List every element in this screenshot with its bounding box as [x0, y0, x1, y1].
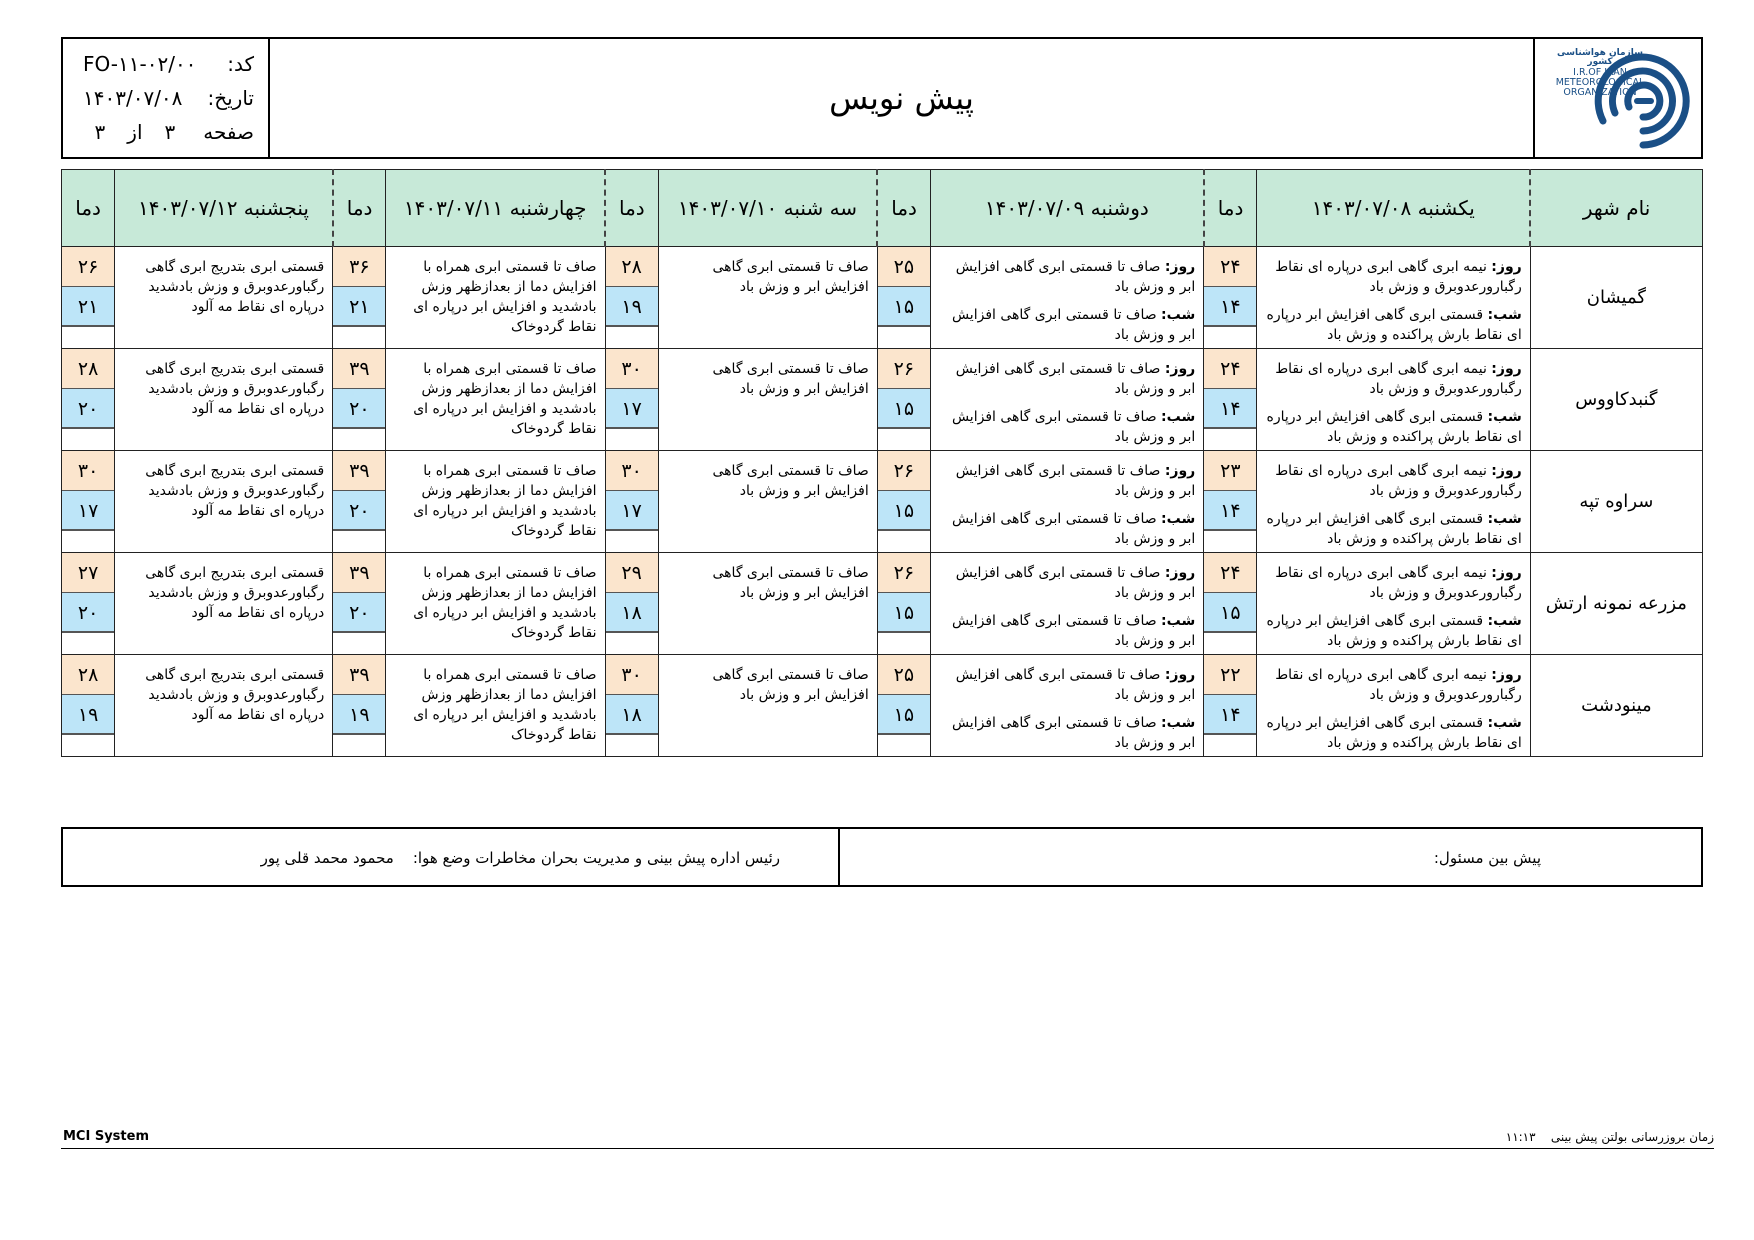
min-temp: ۱۴ [1204, 695, 1256, 735]
meteorological-logo-icon [1593, 51, 1693, 151]
max-temp: ۲۳ [1204, 451, 1256, 491]
day-text: نیمه ابری گاهی ابری درپاره ای نقاط رگبارورعدوبرق و وزش باد [1275, 361, 1522, 397]
temp-header: دما [877, 170, 930, 247]
max-temp: ۲۲ [1204, 655, 1256, 695]
temperature-cell [877, 655, 930, 757]
forecast-text [115, 349, 333, 451]
forecast-description: قسمتی ابری بتدریج ابری گاهی رگباورعدوبرق و وزش بادشدید درپاره ای نقاط مه آلود [145, 361, 325, 417]
forecast-description: صاف تا قسمتی ابری همراه با افزایش دما از بعدازظهر وزش بادشدید و افزایش ابر درپاره ای نقاط گردوخاک [413, 361, 597, 437]
forecast-text [658, 655, 877, 757]
forecaster-label: پیش بین مسئول: [1433, 849, 1541, 867]
logo-line-1: I.R.OF IRAN [1573, 66, 1627, 78]
min-temp: ۲۰ [333, 389, 385, 429]
night-label: شب: [1161, 307, 1196, 323]
head-label: رئیس اداره پیش بینی و مدیریت بحران مخاطرات وضع هوا: [412, 849, 780, 867]
min-temp: ۱۵ [878, 389, 930, 429]
min-temp: ۲۰ [62, 389, 114, 429]
temperature-cell [605, 247, 658, 349]
max-temp: ۳۰ [606, 451, 658, 491]
temperature-cell [62, 655, 115, 757]
temperature-cell [1204, 349, 1257, 451]
code-label: کد: [227, 52, 254, 76]
max-temp: ۳۹ [333, 349, 385, 389]
day-text: نیمه ابری گاهی ابری درپاره ای نقاط رگبارورعدوبرق و وزش باد [1275, 259, 1522, 295]
min-temp: ۱۷ [62, 491, 114, 531]
forecast-text [930, 655, 1203, 757]
min-temp: ۱۵ [878, 491, 930, 531]
night-text: صاف تا قسمتی ابری گاهی افزایش ابر و وزش باد [951, 511, 1196, 547]
date-row [83, 81, 254, 115]
update-value: ۱۱:۱۳ [1505, 1130, 1536, 1144]
day-forecast [1265, 563, 1521, 603]
temp-header: دما [605, 170, 658, 247]
temperature-cell [1204, 655, 1257, 757]
page-title: پیش نویس [829, 79, 974, 117]
forecast-text [115, 553, 333, 655]
temperature-cell [62, 451, 115, 553]
max-temp: ۲۴ [1204, 553, 1256, 593]
forecast-table [61, 169, 1703, 757]
night-label: شب: [1161, 511, 1196, 527]
forecast-description: صاف تا قسمتی ابری گاهی افزایش ابر و وزش باد [712, 361, 869, 397]
forecast-text [658, 247, 877, 349]
forecast-text [1257, 451, 1530, 553]
day-forecast [939, 359, 1195, 399]
day-forecast [939, 257, 1195, 297]
forecast-description: صاف تا قسمتی ابری گاهی افزایش ابر و وزش باد [712, 667, 869, 703]
forecast-text [386, 655, 605, 757]
forecast-text [930, 349, 1203, 451]
min-temp: ۲۰ [333, 491, 385, 531]
page-of: از [127, 120, 143, 144]
logo-line-3: ORGANIZATION [1563, 86, 1637, 98]
min-temp: ۱۸ [606, 593, 658, 633]
city-name: مینودشت [1530, 655, 1702, 757]
update-time [1506, 1130, 1714, 1144]
forecast-text [658, 451, 877, 553]
night-forecast [939, 407, 1195, 447]
forecast-description: صاف تا قسمتی ابری همراه با افزایش دما از بعدازظهر وزش بادشدید و افزایش ابر درپاره ای نقاط گردوخاک [413, 565, 597, 641]
temperature-cell [877, 553, 930, 655]
code-value: FO-۱۱-۰۲/۰۰ [83, 52, 197, 76]
day-label: روز: [1491, 463, 1522, 479]
forecast-description: صاف تا قسمتی ابری همراه با افزایش دما از بعدازظهر وزش بادشدید و افزایش ابر درپاره ای نقاط گردوخاک [413, 667, 597, 743]
document-header [61, 37, 1703, 159]
update-label: زمان بروزرسانی بولتن پیش بینی [1550, 1130, 1714, 1144]
day-forecast [939, 563, 1195, 603]
temperature-cell [605, 451, 658, 553]
min-temp: ۱۷ [606, 389, 658, 429]
day-text: صاف تا قسمتی ابری گاهی افزایش ابر و وزش باد [955, 361, 1196, 397]
max-temp: ۳۹ [333, 553, 385, 593]
table-header-row [62, 170, 1703, 247]
max-temp: ۲۶ [878, 553, 930, 593]
forecast-text [1257, 349, 1530, 451]
table-row [62, 553, 1703, 655]
day-text: نیمه ابری گاهی ابری درپاره ای نقاط رگبارورعدوبرق و وزش باد [1275, 565, 1522, 601]
table-row [62, 247, 1703, 349]
night-label: شب: [1161, 613, 1196, 629]
temp-header: دما [62, 170, 115, 247]
forecast-description: قسمتی ابری بتدریج ابری گاهی رگباورعدوبرق و وزش بادشدید درپاره ای نقاط مه آلود [145, 259, 325, 315]
min-temp: ۲۱ [333, 287, 385, 327]
temperature-cell [1204, 451, 1257, 553]
day-text: صاف تا قسمتی ابری گاهی افزایش ابر و وزش باد [955, 463, 1196, 499]
night-forecast [1265, 305, 1521, 345]
logo-persian-name: سازمان هواشناسی کشور [1556, 48, 1643, 68]
day-header-4: پنجشنبه ۱۴۰۳/۰۷/۱۲ [115, 170, 333, 247]
forecast-description: قسمتی ابری بتدریج ابری گاهی رگباورعدوبرق و وزش بادشدید درپاره ای نقاط مه آلود [145, 667, 325, 723]
night-forecast [1265, 611, 1521, 651]
min-temp: ۱۹ [333, 695, 385, 735]
forecast-text [930, 553, 1203, 655]
temperature-cell [605, 349, 658, 451]
night-text: صاف تا قسمتی ابری گاهی افزایش ابر و وزش باد [951, 307, 1196, 343]
night-label: شب: [1161, 715, 1196, 731]
night-label: شب: [1487, 715, 1522, 731]
night-forecast [1265, 407, 1521, 447]
signature-box [61, 827, 1703, 887]
night-forecast [939, 509, 1195, 549]
forecast-description: صاف تا قسمتی ابری همراه با افزایش دما از بعدازظهر وزش بادشدید و افزایش ابر درپاره ای نقاط گردوخاک [413, 463, 597, 539]
min-temp: ۱۵ [1204, 593, 1256, 633]
day-forecast [939, 461, 1195, 501]
temperature-cell [1204, 553, 1257, 655]
forecast-text [386, 247, 605, 349]
day-label: روز: [1164, 361, 1196, 377]
footer-rule [61, 1148, 1714, 1149]
day-text: نیمه ابری گاهی ابری درپاره ای نقاط رگبارورعدوبرق و وزش باد [1275, 667, 1522, 703]
signature-left-cell [63, 829, 840, 885]
night-forecast [939, 713, 1195, 753]
table-row [62, 451, 1703, 553]
forecast-text [115, 451, 333, 553]
temperature-cell [877, 349, 930, 451]
min-temp: ۲۰ [62, 593, 114, 633]
max-temp: ۳۹ [333, 451, 385, 491]
day-label: روز: [1164, 259, 1196, 275]
table-row [62, 655, 1703, 757]
forecast-text [115, 247, 333, 349]
temperature-cell [1204, 247, 1257, 349]
night-text: صاف تا قسمتی ابری گاهی افزایش ابر و وزش باد [951, 409, 1196, 445]
max-temp: ۲۶ [878, 349, 930, 389]
night-label: شب: [1487, 307, 1522, 323]
head-of-forecasting [261, 849, 780, 867]
forecast-text [930, 247, 1203, 349]
forecast-text [1257, 247, 1530, 349]
temperature-cell [333, 553, 386, 655]
max-temp: ۳۰ [62, 451, 114, 491]
night-text: قسمتی ابری گاهی افزایش ابر درپاره ای نقاط بارش پراکنده و وزش باد [1266, 511, 1522, 547]
code-row [83, 47, 254, 81]
forecast-description: قسمتی ابری بتدریج ابری گاهی رگباورعدوبرق و وزش بادشدید درپاره ای نقاط مه آلود [145, 565, 325, 621]
day-text: صاف تا قسمتی ابری گاهی افزایش ابر و وزش باد [955, 259, 1196, 295]
date-label: تاریخ: [207, 86, 254, 110]
day-header-0: یکشنبه ۱۴۰۳/۰۷/۰۸ [1257, 170, 1530, 247]
max-temp: ۲۷ [62, 553, 114, 593]
min-temp: ۲۱ [62, 287, 114, 327]
page-label: صفحه [203, 120, 254, 144]
day-label: روز: [1164, 565, 1196, 581]
night-forecast [1265, 713, 1521, 753]
day-forecast [939, 665, 1195, 705]
city-name: گمیشان [1530, 247, 1702, 349]
logo-cell [1533, 39, 1701, 157]
max-temp: ۲۸ [62, 655, 114, 695]
date-value: ۱۴۰۳/۰۷/۰۸ [83, 86, 183, 110]
min-temp: ۱۴ [1204, 287, 1256, 327]
max-temp: ۲۵ [878, 655, 930, 695]
night-text: قسمتی ابری گاهی افزایش ابر درپاره ای نقاط بارش پراکنده و وزش باد [1266, 409, 1522, 445]
min-temp: ۱۸ [606, 695, 658, 735]
temperature-cell [62, 349, 115, 451]
logo-line-2: METEOROLOGICAL [1555, 76, 1645, 88]
night-label: شب: [1487, 613, 1522, 629]
document-meta [63, 39, 270, 157]
day-header-2: سه شنبه ۱۴۰۳/۰۷/۱۰ [658, 170, 877, 247]
night-text: صاف تا قسمتی ابری گاهی افزایش ابر و وزش باد [951, 715, 1196, 751]
temp-header: دما [333, 170, 386, 247]
page-row [83, 115, 254, 149]
system-name: MCI System [63, 1129, 149, 1144]
night-forecast [939, 611, 1195, 651]
min-temp: ۱۴ [1204, 491, 1256, 531]
page-current: ۳ [164, 120, 176, 144]
forecast-text [386, 451, 605, 553]
city-header: نام شهر [1530, 170, 1702, 247]
temperature-cell [333, 655, 386, 757]
day-label: روز: [1164, 463, 1196, 479]
day-forecast [1265, 359, 1521, 399]
forecast-text [1257, 655, 1530, 757]
night-text: قسمتی ابری گاهی افزایش ابر درپاره ای نقاط بارش پراکنده و وزش باد [1266, 613, 1522, 649]
forecast-text [658, 349, 877, 451]
forecast-text [658, 553, 877, 655]
min-temp: ۱۷ [606, 491, 658, 531]
max-temp: ۲۸ [606, 247, 658, 287]
temperature-cell [605, 655, 658, 757]
max-temp: ۲۶ [878, 451, 930, 491]
day-header-1: دوشنبه ۱۴۰۳/۰۷/۰۹ [930, 170, 1203, 247]
night-label: شب: [1487, 409, 1522, 425]
forecast-text [115, 655, 333, 757]
min-temp: ۱۵ [878, 593, 930, 633]
day-text: صاف تا قسمتی ابری گاهی افزایش ابر و وزش باد [955, 667, 1196, 703]
day-label: روز: [1491, 361, 1522, 377]
day-label: روز: [1491, 259, 1522, 275]
max-temp: ۲۶ [62, 247, 114, 287]
day-forecast [1265, 257, 1521, 297]
title-cell [270, 39, 1533, 157]
max-temp: ۳۰ [606, 349, 658, 389]
forecast-text [1257, 553, 1530, 655]
max-temp: ۲۴ [1204, 349, 1256, 389]
forecast-page [61, 37, 1703, 867]
max-temp: ۲۴ [1204, 247, 1256, 287]
min-temp: ۲۰ [333, 593, 385, 633]
night-label: شب: [1161, 409, 1196, 425]
max-temp: ۳۹ [333, 655, 385, 695]
min-temp: ۱۹ [606, 287, 658, 327]
day-label: روز: [1491, 565, 1522, 581]
table-row [62, 349, 1703, 451]
page-total: ۳ [94, 120, 106, 144]
temperature-cell [333, 349, 386, 451]
head-name: محمود محمد قلی پور [260, 849, 394, 867]
day-text: نیمه ابری گاهی ابری درپاره ای نقاط رگبارورعدوبرق و وزش باد [1275, 463, 1522, 499]
min-temp: ۱۹ [62, 695, 114, 735]
night-text: قسمتی ابری گاهی افزایش ابر درپاره ای نقاط بارش پراکنده و وزش باد [1266, 715, 1522, 751]
forecast-text [930, 451, 1203, 553]
day-forecast [1265, 461, 1521, 501]
temperature-cell [877, 451, 930, 553]
temp-header: دما [1204, 170, 1257, 247]
night-text: صاف تا قسمتی ابری گاهی افزایش ابر و وزش باد [951, 613, 1196, 649]
max-temp: ۲۹ [606, 553, 658, 593]
day-forecast [1265, 665, 1521, 705]
night-text: قسمتی ابری گاهی افزایش ابر درپاره ای نقاط بارش پراکنده و وزش باد [1266, 307, 1522, 343]
forecast-description: صاف تا قسمتی ابری همراه با افزایش دما از بعدازظهر وزش بادشدید و افزایش ابر درپاره ای نقاط گردوخاک [413, 259, 597, 335]
max-temp: ۲۸ [62, 349, 114, 389]
day-label: روز: [1164, 667, 1196, 683]
temperature-cell [877, 247, 930, 349]
temperature-cell [62, 553, 115, 655]
min-temp: ۱۵ [878, 695, 930, 735]
temperature-cell [62, 247, 115, 349]
city-name: گنبدکاووس [1530, 349, 1702, 451]
forecast-description: صاف تا قسمتی ابری گاهی افزایش ابر و وزش باد [712, 463, 869, 499]
min-temp: ۱۵ [878, 287, 930, 327]
forecast-description: صاف تا قسمتی ابری گاهی افزایش ابر و وزش باد [712, 259, 869, 295]
temperature-cell [333, 451, 386, 553]
forecast-text [386, 349, 605, 451]
night-forecast [939, 305, 1195, 345]
day-header-3: چهارشنبه ۱۴۰۳/۰۷/۱۱ [386, 170, 605, 247]
night-label: شب: [1487, 511, 1522, 527]
city-name: سراوه تپه [1530, 451, 1702, 553]
day-label: روز: [1491, 667, 1522, 683]
temperature-cell [333, 247, 386, 349]
min-temp: ۱۴ [1204, 389, 1256, 429]
night-forecast [1265, 509, 1521, 549]
max-temp: ۲۵ [878, 247, 930, 287]
forecast-description: قسمتی ابری بتدریج ابری گاهی رگباورعدوبرق و وزش بادشدید درپاره ای نقاط مه آلود [145, 463, 325, 519]
forecast-text [386, 553, 605, 655]
max-temp: ۳۰ [606, 655, 658, 695]
day-text: صاف تا قسمتی ابری گاهی افزایش ابر و وزش باد [955, 565, 1196, 601]
max-temp: ۳۶ [333, 247, 385, 287]
forecast-description: صاف تا قسمتی ابری گاهی افزایش ابر و وزش باد [712, 565, 869, 601]
city-name: مزرعه نمونه ارتش [1530, 553, 1702, 655]
temperature-cell [605, 553, 658, 655]
